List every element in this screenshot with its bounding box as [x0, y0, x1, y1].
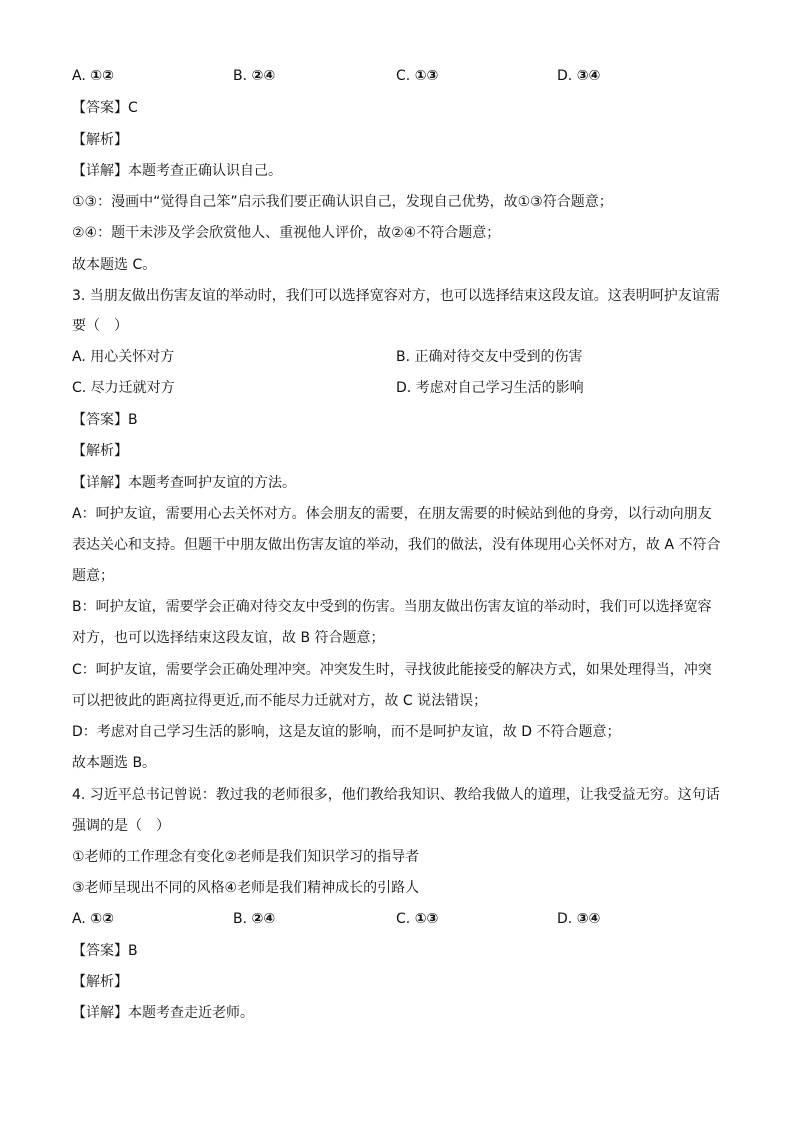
q3-option-c: C. 尽力迁就对方: [72, 380, 175, 396]
option-text: ②④: [251, 911, 276, 927]
q4-item-line-1: ①老师的工作理念有变化②老师是我们知识学习的指导者: [72, 849, 420, 865]
option-text: ①②: [90, 68, 114, 84]
q3-analysis-label: 【解析】: [72, 443, 128, 459]
option-text: ③④: [576, 68, 601, 84]
option-letter: C.: [396, 911, 411, 927]
q3-option-b: B. 正确对待交友中受到的伤害: [396, 349, 583, 365]
q2-option-b: [233, 66, 275, 86]
q2-explanation-1: ①③：漫画中“觉得自己笨”启示我们要正确认识自己，发现自己优势，故①③符合题意；: [72, 194, 613, 210]
q3-explain-b-2: 对方，也可以选择结束这段友谊，故 B 符合题意；: [72, 630, 385, 646]
option-text: ①③: [414, 68, 439, 84]
q2-option-c: [396, 66, 438, 86]
q2-option-d: [557, 66, 600, 86]
option-letter: C.: [396, 68, 411, 84]
q4-answer: 【答案】B: [72, 943, 138, 959]
q3-option-a: A. 用心关怀对方: [72, 349, 175, 365]
q3-explain-a-1: A：呵护友谊，需要用心去关怀对方。体会朋友的需要，在朋友需要的时候站到他的身旁，以行动向朋友: [72, 506, 712, 522]
q2-analysis-label: 【解析】: [72, 132, 128, 148]
q3-explain-c-1: C：呵护友谊，需要学会正确处理冲突。冲突发生时，寻找彼此能接受的解决方式，如果处理得当，冲突: [72, 662, 712, 678]
q4-stem-line-2: 强调的是（ ）: [72, 818, 170, 834]
q3-answer: 【答案】B: [72, 412, 138, 428]
option-letter: A.: [72, 68, 86, 84]
q3-conclusion: 故本题选 B。: [72, 755, 157, 771]
q3-explain-b-1: B：呵护友谊，需要学会正确对待交友中受到的伤害。当朋友做出伤害友谊的举动时，我们可以选择宽容: [72, 599, 712, 615]
q3-stem-line-1: 3. 当朋友做出伤害友谊的举动时，我们可以选择宽容对方，也可以选择结束这段友谊。这表明呵护友谊需: [72, 288, 720, 304]
q4-analysis-label: 【解析】: [72, 974, 128, 990]
option-letter: B.: [233, 68, 248, 84]
q3-explain-a-2: 表达关心和支持。但题干中朋友做出伤害友谊的举动，我们的做法，没有体现用心关怀对方，故 A 不符合: [72, 537, 721, 553]
option-letter: B.: [233, 911, 248, 927]
q2-answer: 【答案】C: [72, 100, 138, 116]
q4-option-c: [396, 909, 438, 929]
q4-detail: 【详解】本题考查走近老师。: [72, 1005, 254, 1021]
q4-option-d: [557, 909, 600, 929]
q4-option-b: [233, 909, 275, 929]
q2-detail: 【详解】本题考查正确认识自己。: [72, 163, 282, 179]
option-letter: A.: [72, 911, 86, 927]
q3-stem-line-2: 要（ ）: [72, 318, 128, 334]
q4-item-line-2: ③老师呈现出不同的风格④老师是我们精神成长的引路人: [72, 880, 420, 896]
option-text: ③④: [576, 911, 601, 927]
option-letter: D.: [557, 911, 573, 927]
q2-explanation-2: ②④：题干未涉及学会欣赏他人、重视他人评价，故②④不符合题意；: [72, 225, 501, 241]
q4-option-a: [72, 909, 114, 929]
q3-detail: 【详解】本题考查呵护友谊的方法。: [72, 475, 296, 491]
q4-stem-line-1: 4. 习近平总书记曾说：教过我的老师很多，他们教给我知识、教给我做人的道理，让我受益无穷。这句话: [72, 787, 720, 803]
q3-explain-d-1: D：考虑对自己学习生活的影响，这是友谊的影响，而不是呵护友谊，故 D 不符合题意；: [72, 724, 621, 740]
option-text: ②④: [251, 68, 276, 84]
q3-explain-a-3: 题意；: [72, 568, 114, 584]
q2-conclusion: 故本题选 C。: [72, 257, 157, 273]
option-text: ①③: [414, 911, 439, 927]
q2-option-a: [72, 66, 114, 86]
q3-option-d: D. 考虑对自己学习生活的影响: [396, 380, 584, 396]
option-text: ①②: [90, 911, 114, 927]
q3-explain-c-2: 可以把彼此的距离拉得更近,而不能尽力迁就对方，故 C 说法错误；: [72, 693, 488, 709]
option-letter: D.: [557, 68, 573, 84]
